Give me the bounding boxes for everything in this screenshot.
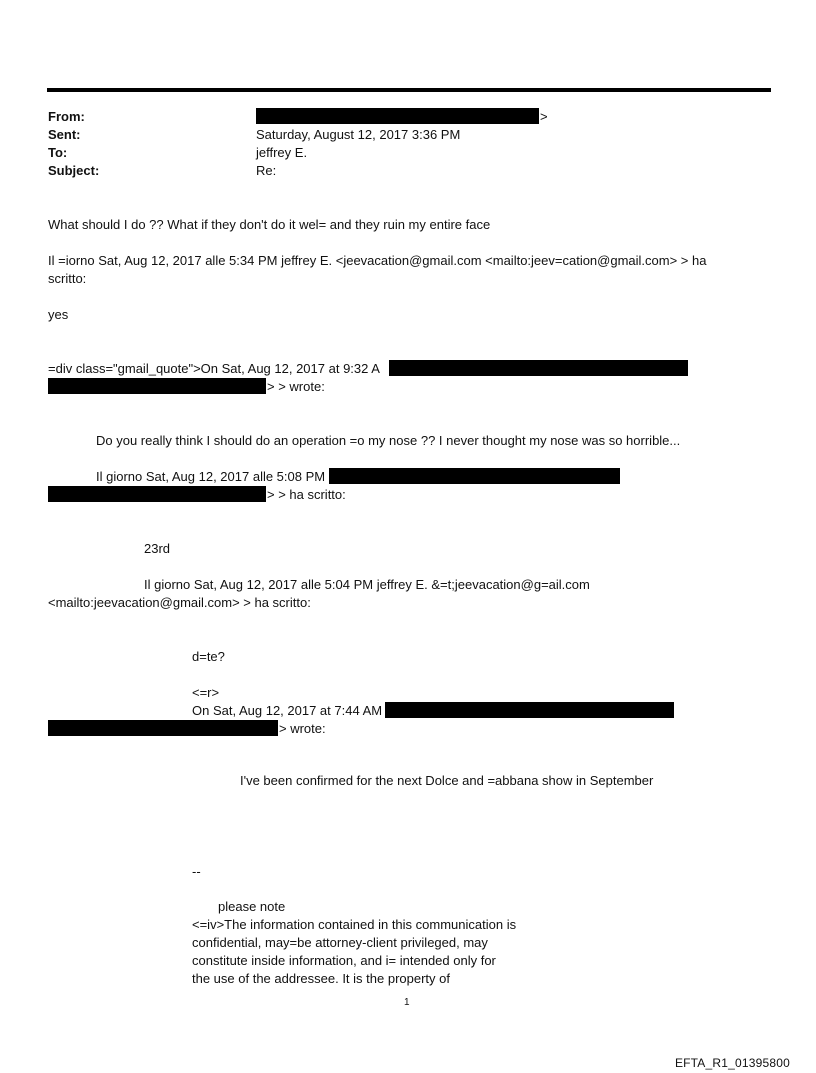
body-line: > > ha scritto: <box>267 487 346 502</box>
body-line: <=iv>The information contained in this communication is <box>192 917 517 932</box>
from-tail: > <box>540 109 548 124</box>
body-line: > > wrote: <box>267 379 325 394</box>
body-line: Do you really think I should do an operation =o my nose ?? I never thought my nose was so horrible... <box>96 433 681 448</box>
sent-label: Sent: <box>48 127 81 142</box>
from-label: From: <box>48 109 85 124</box>
redaction-block <box>48 378 266 394</box>
redaction-block <box>48 720 278 736</box>
body-line: Il =iorno Sat, Aug 12, 2017 alle 5:34 PM jeffrey E. <jeevacation@gmail.com <mailto:jeev=cation@gmail.com> > ha <box>48 253 707 268</box>
redaction-from <box>256 108 539 124</box>
body-line: d=te? <box>192 649 225 664</box>
redaction-block <box>48 486 266 502</box>
body-line: the use of the addressee. It is the property of <box>192 971 450 986</box>
body-line: On Sat, Aug 12, 2017 at 7:44 AM <box>192 703 383 718</box>
sent-value: Saturday, August 12, 2017 3:36 PM <box>256 127 461 142</box>
body-line: 23rd <box>144 541 171 556</box>
page-number: 1 <box>404 997 410 1008</box>
body-line: scritto: <box>48 271 87 286</box>
body-line: Il giorno Sat, Aug 12, 2017 alle 5:08 PM <box>96 469 326 484</box>
redaction-block <box>385 702 674 718</box>
body-line: > wrote: <box>279 721 326 736</box>
body-line: <mailto:jeevacation@gmail.com> > ha scritto: <box>48 595 311 610</box>
body-line: confidential, may=be attorney-client privileged, may <box>192 935 488 950</box>
subject-label: Subject: <box>48 163 100 178</box>
body-line: I've been confirmed for the next Dolce and =abbana show in September <box>240 773 654 788</box>
body-line: please note <box>218 899 286 914</box>
body-line: -- <box>192 864 201 879</box>
subject-value: Re: <box>256 163 277 178</box>
redaction-block <box>329 468 620 484</box>
body-line: yes <box>48 307 69 322</box>
to-label: To: <box>48 145 68 160</box>
body-line: Il giorno Sat, Aug 12, 2017 alle 5:04 PM jeffrey E. &=t;jeevacation@g=ail.com <box>144 577 590 592</box>
body-line: <=r> <box>192 685 220 700</box>
body-line: What should I do ?? What if they don't do it wel= and they ruin my entire face <box>48 217 491 232</box>
to-value: jeffrey E. <box>256 145 308 160</box>
redaction-block <box>389 360 688 376</box>
header-rule <box>47 88 771 92</box>
body-line: =div class="gmail_quote">On Sat, Aug 12, 2017 at 9:32 A <box>48 361 380 376</box>
body-line: constitute inside information, and i= intended only for <box>192 953 496 968</box>
document-id: EFTA_R1_01395800 <box>674 1056 790 1070</box>
